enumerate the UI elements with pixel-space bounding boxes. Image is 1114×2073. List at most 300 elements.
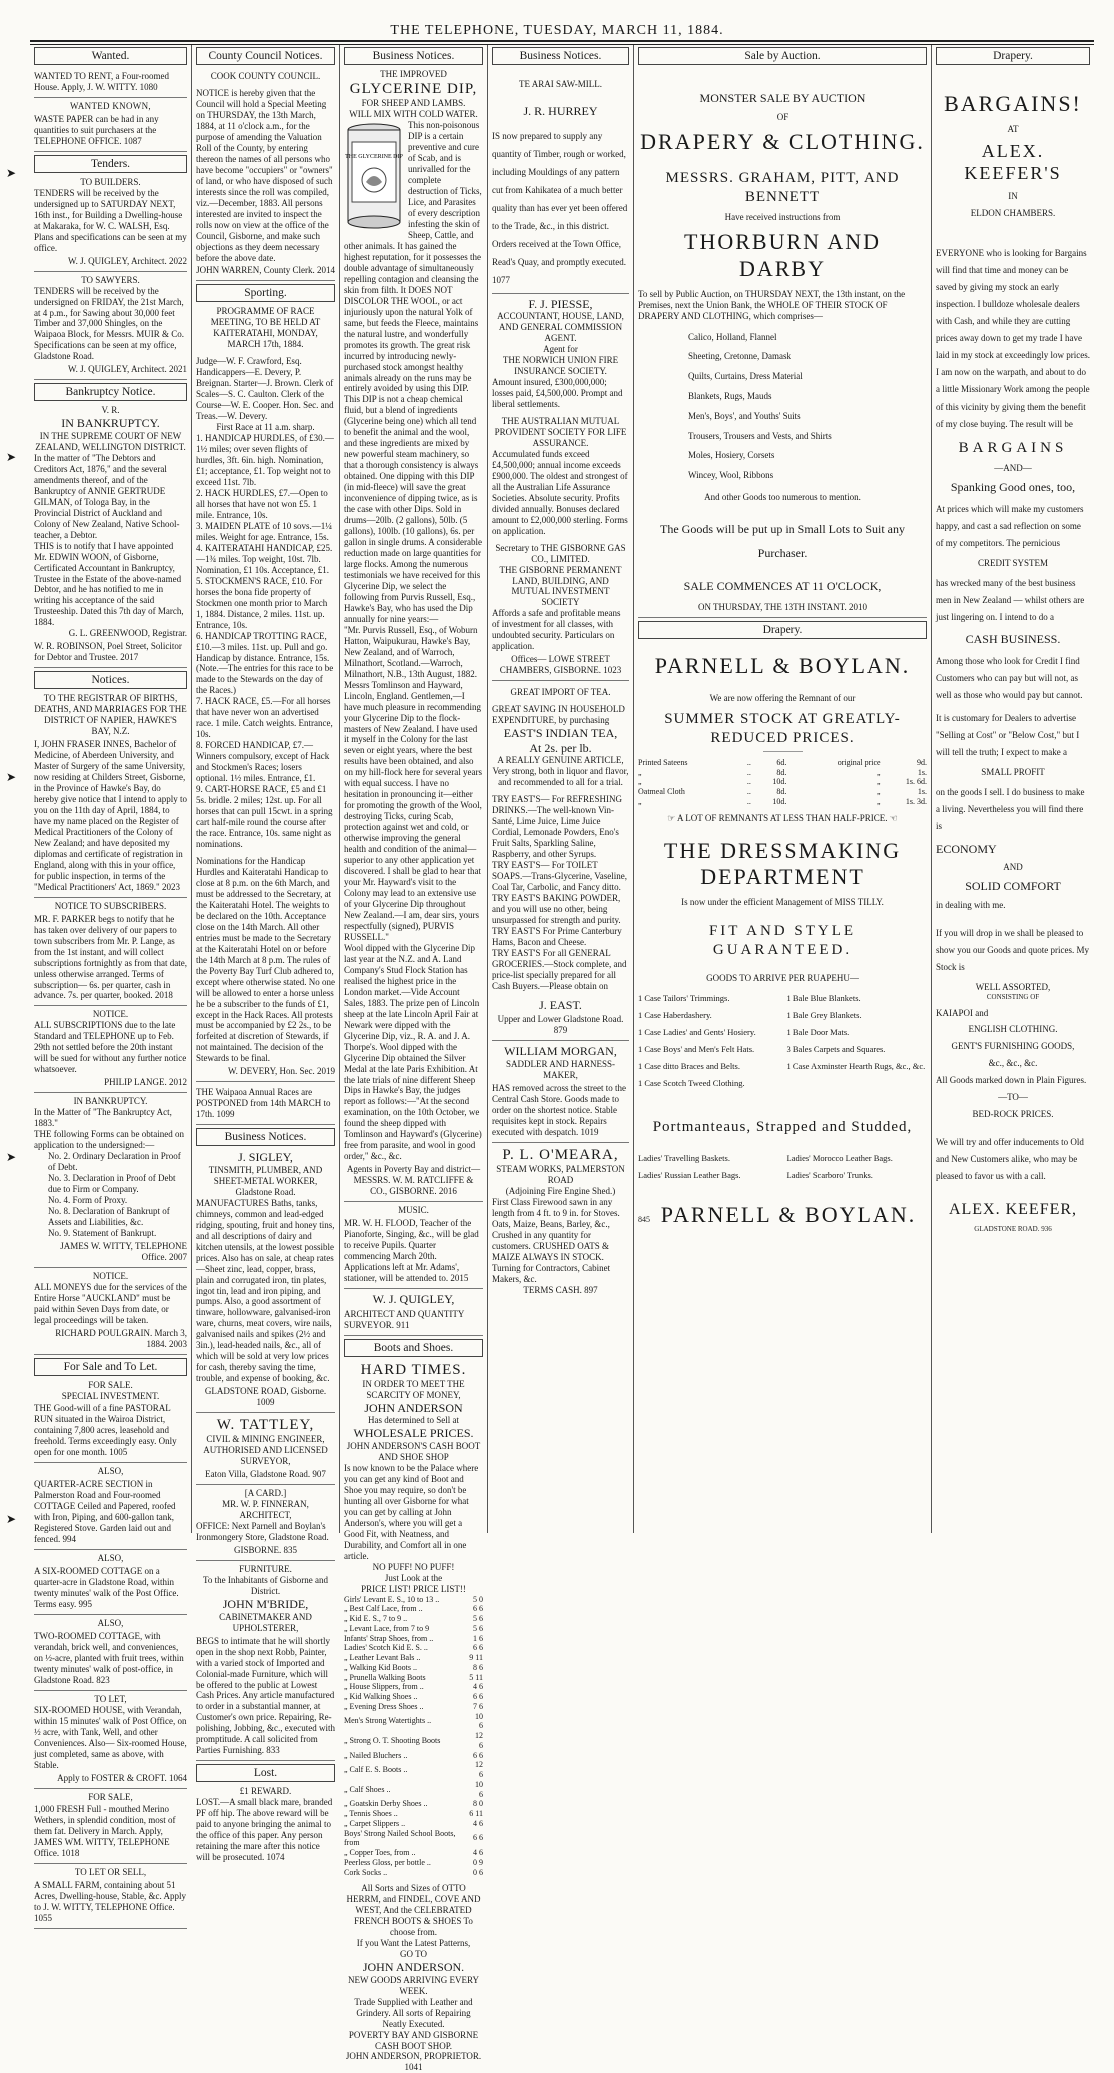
ad-six-room-house: SIX-ROOMED HOUSE, with Verandah, within 15 minutes' walk of Post Office, on ½ acre, with Tank, Well, and other Conveniences. Also— Six-roomed House, just completed, same as above, with Stable. bbox=[34, 1704, 187, 1770]
price-value: 4 6 bbox=[473, 1682, 483, 1692]
price-item: „ Prunella Walking Boots bbox=[344, 1672, 426, 1682]
sigley-address: Gladstone Road. bbox=[235, 1186, 296, 1197]
price-item: „ House Slippers, from .. bbox=[344, 1682, 424, 1692]
notice-title: NOTICE. bbox=[92, 1009, 129, 1020]
form-item: No. 8. Declaration of Bankrupt of Assets and Liabilities, &c. bbox=[48, 1205, 170, 1227]
column-6 bbox=[932, 45, 1094, 1533]
parnell-boylan: PARNELL & BOYLAN. bbox=[654, 652, 911, 678]
also-title: ALSO, bbox=[97, 1617, 124, 1628]
margin-arrow-icon: ➤ bbox=[6, 1512, 17, 1526]
drapery-clothing: DRAPERY & CLOTHING. bbox=[640, 128, 925, 154]
price-value: 4 6 bbox=[473, 1818, 483, 1828]
ad-wanted-rent: WANTED TO RENT, a Four-roomed House. Apply, J. W. WITTY. 1080 bbox=[34, 69, 187, 98]
amp-title: THE AUSTRALIAN MUTUAL PROVIDENT SOCIETY FOR LIFE ASSURANCE. bbox=[494, 415, 627, 448]
drapery-price-cell: „ bbox=[877, 767, 881, 777]
cold-water: WILL MIX WITH COLD WATER. bbox=[349, 109, 478, 120]
shop-body: Is now known to be the Palace where you can get any kind of Boot and Shoe you may require, so don't be hunting all over Gisborne for what you can get by calling at John Anderson's, where you will get a Good Fit, with Neatness, and Durability, and Comfort all in one article. bbox=[344, 1462, 479, 1561]
margin-arrow-icon: ➤ bbox=[6, 166, 17, 180]
ad-two-room-cottage: TWO-ROOMED COTTAGE, with verandah, brick well, and conveniences, on ½-acre, planted with fruit trees, within twenty minutes' walk of post-office, in Gladstone Road. 823 bbox=[34, 1629, 187, 1691]
section-header-auction: Sale by Auction. bbox=[638, 47, 927, 65]
tea-price: At 2s. per lb. bbox=[529, 740, 592, 755]
goods-right bbox=[787, 990, 928, 1092]
price-item: „ Copper Toes, from .. bbox=[344, 1848, 416, 1858]
price-row bbox=[344, 1780, 483, 1800]
drapery-price-cell: .. bbox=[746, 757, 751, 767]
quigley-trade: ARCHITECT AND QUANTITY SURVEYOR. 911 bbox=[344, 1307, 483, 1336]
anderson-name: JOHN ANDERSON bbox=[364, 1400, 463, 1415]
drapery-price-table bbox=[638, 758, 927, 807]
forms-intro: THE following Forms can be obtained on application to the undersigned:— bbox=[34, 1129, 184, 1151]
bags-right bbox=[787, 1150, 928, 1184]
column-5 bbox=[634, 45, 932, 1533]
sigley-body: MANUFACTURES Baths, tanks, chimneys, common and lead-edged ridging, spouting, fruit and honey tins, and all descriptions of dairy and kitchen utensils, at the lowest possible prices. Also has on sale, at cheap rates—Sheet zinc, lead, copper, brass, plain and corrugated iron, tin plates, ingot tin, lead and iron piping, and pumps. Also, a good assortment of tinware, hollowware, galvanised-iron ware, churns, meat covers, wire nails, galvanised nails and spikes (2½ and 3in.), lead-headed nails, &c., all of which will be sold at very low prices for cash, thereby saving the time, trouble, and expense of booking, &c. bbox=[196, 1197, 335, 1384]
price-row bbox=[344, 1868, 483, 1878]
dealing: in dealing with me. bbox=[936, 899, 1006, 910]
price-item: „ Calf E. S. Boots .. bbox=[344, 1765, 408, 1775]
court-title: IN THE SUPREME COURT OF NEW ZEALAND, WELLINGTON DISTRICT. bbox=[35, 430, 186, 452]
secretary: Secretary to THE GISBORNE GAS CO., LIMITED. bbox=[495, 542, 626, 564]
omeara-sub: (Adjoining Fire Engine Shed.) bbox=[505, 1185, 616, 1196]
price-value: 5 6 bbox=[473, 1623, 483, 1633]
bargains-2: BARGAINS bbox=[958, 439, 1068, 456]
ad-merino: 1,000 FRESH Full - mouthed Merino Wethers, in splendid condition, most of them fat. Delivery in March. Apply, JAMES WM. WITTY, TELEPHONE Office. 1018 bbox=[34, 1802, 187, 1864]
try-baking: TRY EAST'S BAKING POWDER, and you will use no other, being unsurpassed for strength and purity. bbox=[492, 893, 621, 925]
cash-business: CASH BUSINESS. bbox=[965, 632, 1061, 647]
price-value: 5 6 bbox=[473, 1614, 483, 1624]
summer-stock: SUMMER STOCK AT GREATLY-REDUCED PRICES. bbox=[664, 711, 901, 746]
tender-sawyers-sign: W. J. QUIGLEY, Architect. 2021 bbox=[34, 362, 187, 380]
drapery-price-cell: 10d. bbox=[772, 796, 787, 806]
to-label: —TO— bbox=[998, 1092, 1028, 1103]
and-2: AND bbox=[1003, 862, 1023, 873]
scarcity: IN ORDER TO MEET THE SCARCITY OF MONEY, bbox=[362, 1378, 465, 1400]
price-row bbox=[344, 1799, 483, 1809]
race-item: 2. HACK HURDLES, £7.—Open to all horses that have not won £5. 1 mile. Entrance, 10s. bbox=[196, 487, 328, 520]
special-title: SPECIAL INVESTMENT. bbox=[61, 1390, 160, 1401]
bag-item: Ladies' Travelling Baskets. bbox=[638, 1153, 730, 1164]
credit-system: CREDIT SYSTEM bbox=[977, 557, 1049, 568]
instructions: Have received instructions from bbox=[724, 212, 841, 223]
auction-item: Moles, Hosiery, Corsets bbox=[688, 450, 775, 461]
drapery-price-cell: 6d. bbox=[776, 757, 787, 767]
notice-lange-sign: PHILIP LANGE. 2012 bbox=[34, 1075, 187, 1093]
mbride-body: BEGS to intimate that he will shortly open in the shop next Robb, Painter, with a varied stock of Imported and Colonial-made Furniture, which will be offered to the public at Lowest Cash Prices. Any article manufactured to order in a substantial manner, at Customer's own price. Repairing, Re-polishing, Jobbing, &c., executed with promptitude. A call solicited from Parties Furnishing. 833 bbox=[196, 1634, 335, 1762]
drapery-price-cell: „ bbox=[877, 787, 881, 797]
and-label: —AND— bbox=[994, 462, 1032, 473]
forms-sign: JAMES W. WITTY, TELEPHONE Office. 2007 bbox=[34, 1239, 187, 1268]
council-sign: JOHN WARREN, County Clerk. 2014 bbox=[196, 263, 335, 281]
east-tea: EAST'S INDIAN TEA, bbox=[503, 726, 618, 741]
price-item: „ Strong O. T. Shooting Boots bbox=[344, 1735, 441, 1745]
drapery-price-row bbox=[638, 777, 927, 787]
section-header-sporting: Sporting. bbox=[196, 284, 335, 302]
column-1 bbox=[30, 45, 192, 1924]
bag-item: Ladies' Morocco Leather Bags. bbox=[786, 1153, 893, 1164]
drapery-price-cell: 9d. bbox=[917, 757, 927, 767]
first-race: First Race at 11 a.m. sharp. bbox=[216, 422, 315, 433]
plain-figures: All Goods marked down in Plain Figures. bbox=[936, 1075, 1087, 1086]
goods-item: 1 Case Tailors' Trimmings. bbox=[638, 992, 730, 1003]
drapery-price-cell: „ bbox=[877, 777, 881, 787]
anderson-sub: Has determined to Sell at bbox=[368, 1415, 459, 1426]
drapery-price-cell: 1s. 3d. bbox=[905, 796, 927, 806]
omeara-name: P. L. O'MEARA, bbox=[502, 1146, 619, 1163]
price-value: 12 6 bbox=[475, 1731, 483, 1750]
mbride-trade: CABINETMAKER AND UPHOLSTERER, bbox=[219, 1611, 312, 1633]
lost-notice: LOST.—A small black mare, branded PF off hip. The above reward will be paid to anyone bringing the animal to the office of this paper. Any person retaining the mare after this notice will be prosecuted. 1074 bbox=[196, 1797, 333, 1863]
wanted-known-title: WANTED KNOWN, bbox=[70, 100, 151, 111]
drapery-price-cell: original price bbox=[837, 757, 881, 767]
try-soaps: TRY EAST'S— For TOILET SOAPS.—Trans-Glycerine, Vaseline, Coal Tar, Carbolic, and Fancy ditto. bbox=[492, 860, 627, 893]
keefer-name: ALEX. KEEFER'S bbox=[964, 140, 1062, 183]
solid-comfort: SOLID COMFORT bbox=[965, 879, 1061, 894]
to-let-sell-title: TO LET OR SELL, bbox=[74, 1867, 147, 1878]
sawmill-title: TE ARAI SAW-MILL. bbox=[518, 79, 603, 90]
price-value: 7 6 bbox=[473, 1701, 483, 1711]
fit-style: FIT AND STYLE GUARANTEED. bbox=[708, 923, 857, 958]
section-header-for-sale: For Sale and To Let. bbox=[34, 1358, 187, 1376]
also-title: ALSO, bbox=[97, 1553, 124, 1564]
monster-sale: MONSTER SALE BY AUCTION bbox=[699, 91, 866, 106]
section-header-tenders: Tenders. bbox=[34, 155, 187, 173]
price-row bbox=[344, 1643, 483, 1653]
price-row bbox=[344, 1682, 483, 1692]
piesse-trade: ACCOUNTANT, HOUSE, LAND, AND GENERAL COMMISSION AGENT. bbox=[497, 311, 624, 344]
to-let-title: TO LET, bbox=[94, 1693, 127, 1704]
morgan-body: HAS removed across the street to the Central Cash Store. Goods made to order on the shortest notice. Stable requisites kept in stock. Repairs executed with despatch. 1019 bbox=[492, 1081, 629, 1143]
column-4 bbox=[488, 45, 634, 1533]
boot-price-table bbox=[344, 1595, 483, 1878]
price-item: „ Goatskin Derby Shoes .. bbox=[344, 1799, 428, 1809]
everyone-para: EVERYONE who is looking for Bargains will find that time and money can be saved by giving my stock an early inspection. I bulldoze wholesale dealers with Cash, and while they are cutting prices away down to get my trade I have laid in my stock at exceedingly low prices. I am now on the warpath, and about to do a little Missionary Work among the people of this vicinity by giving them the benefit of my close buying. The result will be bbox=[936, 247, 1090, 429]
form-item: No. 2. Ordinary Declaration in Proof of Debt. bbox=[48, 1151, 181, 1173]
glycerine-title: GLYCERINE DIP, bbox=[349, 80, 478, 97]
tattley-address: Eaton Villa, Gladstone Road. 907 bbox=[196, 1467, 335, 1485]
registrar-title: TO THE REGISTRAR OF BIRTHS, DEATHS, AND MARRIAGES FOR THE DISTRICT OF NAPIER, HAWKE'S BAY, N.Z. bbox=[34, 693, 187, 737]
section-header-business: Business Notices. bbox=[344, 47, 483, 65]
gladstone-road: GLADSTONE ROAD. 936 bbox=[974, 1225, 1052, 1234]
wholesale: WHOLESALE PRICES. bbox=[353, 1426, 474, 1441]
price-value: 5 11 bbox=[469, 1672, 483, 1682]
agent-for: Agent for bbox=[543, 344, 578, 355]
price-item: Men's Strong Watertights .. bbox=[344, 1716, 432, 1726]
auction-item: Wincey, Wool, Ribbons bbox=[688, 470, 774, 481]
drapery-price-cell: 1s. bbox=[917, 767, 927, 777]
drapery-price-cell: 8d. bbox=[776, 767, 787, 777]
morgan-name: WILLIAM MORGAN, bbox=[504, 1044, 617, 1059]
price-value: 1 6 bbox=[473, 1633, 483, 1643]
price-value: 4 6 bbox=[473, 1848, 483, 1858]
auction-body: To sell by Public Auction, on THURSDAY NEXT, the 13th instant, on the Premises, next the Union Bank, the WHOLE OF THEIR STOCK OF DRAPERY AND CLOTHING, which comprises— bbox=[638, 288, 906, 321]
norwich-title: THE NORWICH UNION FIRE INSURANCE SOCIETY. bbox=[502, 355, 619, 377]
drapery-price-row bbox=[638, 768, 927, 778]
goods-item: 1 Case Axminster Hearth Rugs, &c., &c. bbox=[786, 1060, 926, 1071]
price-row bbox=[344, 1848, 483, 1858]
price-row bbox=[344, 1751, 483, 1761]
price-row bbox=[344, 1604, 483, 1614]
morgan-trade: SADDLER AND HARNESS-MAKER, bbox=[505, 1058, 615, 1080]
price-row bbox=[344, 1809, 483, 1819]
price-value: 6 6 bbox=[473, 1833, 483, 1843]
waipaoa-races: THE Waipaoa Annual Races are POSTPONED from 14th MARCH to 17th. 1099 bbox=[196, 1085, 335, 1125]
bags-left bbox=[638, 1150, 779, 1184]
finneran-office: OFFICE: Next Parnell and Boylan's Ironmongery Store, Gladstone Road. bbox=[196, 1521, 329, 1543]
go-to: GO TO bbox=[400, 1949, 427, 1960]
goods-sell-para: on the goods I sell. I do business to make a living. Nevertheless you will find there is bbox=[936, 787, 1085, 832]
section-header-drapery: Drapery. bbox=[638, 621, 927, 639]
tattley-name: W. TATTLEY, bbox=[216, 1417, 315, 1434]
price-row bbox=[344, 1819, 483, 1829]
goods-item: 1 Bale Grey Blankets. bbox=[786, 1009, 862, 1020]
drapery-price-cell: 10d. bbox=[772, 777, 787, 787]
remnants: ☞ A LOT OF REMNANTS AT LESS THAN HALF-PRICE. ☜ bbox=[667, 812, 898, 823]
furniture-title: FURNITURE. bbox=[239, 1564, 292, 1575]
drapery-price-cell: 1s. bbox=[917, 787, 927, 797]
sigley-name: J. SIGLEY, bbox=[238, 1150, 293, 1165]
price-value: 10 6 bbox=[475, 1779, 483, 1799]
bed-rock: BED-ROCK PRICES. bbox=[972, 1109, 1054, 1120]
spanking: Spanking Good ones, too, bbox=[950, 479, 1076, 494]
well-assorted: WELL ASSORTED, bbox=[975, 982, 1051, 993]
dip-body: This non-poisonous DIP is a certain preventive and cure of Scab, and is unrivalled for the complete destruction of Ticks, Lice, and Parasites of every description infesting the skin of Sheep, Cattle, and other animals. It has gained the highest reputation, for it possesses the double advantage of simultaneously repelling contagion and cleansing the skin from filth. It DOES NOT DISCOLOR THE WOOL, or act injuriously upon the natural Yolk of same, but feeds the Fleece, maintains the natural lustre, and wonderfully promotes its growth. The great risk incurred by introducing newly-purchased stock amongst healthy animals already on the runs may be entirely avoided by using this DIP. This DIP is not a cheap chemical fluid, but a blend of ingredients (Glycerine being one) which all tend to benefit the animal and the wool, and these ingredients are mixed by new powerful steam machinery, so that a thorough consistency is always obtained. One dipping with this DIP (in mid-fleece) will save the great inconvenience of dipping twice, as is the case with other Dips. Sold in drums—20lb. (2 gallons), 50lb. (5 gallons), 100lb. (10 gallons), 6s. per gallon in single drums. A considerable reduction made on large quantities for large flocks. Among the numerous testimonials we have received for this Glycerine Dip, we select the following from Purvis Russell, Esq., Hawke's Bay, who has used the Dip annually for nine years:— bbox=[344, 120, 482, 624]
bags-list bbox=[638, 1150, 927, 1184]
drapery-price-cell: .. bbox=[746, 787, 751, 797]
english-clothing: ENGLISH CLOTHING. bbox=[968, 1024, 1058, 1035]
council-notice: NOTICE is hereby given that the Council will hold a Special Meeting on THURSDAY, the 13th March, 1884, at 11 o'clock a.m., for the purpose of amending the Valuation Roll of the County, by entering thereon the names of all persons who have become "occupiers" or "owners" of land, or who have disposed of such interests since the roll was compiled, viz.—December, 1883. All persons interested are invited to inspect the rolls now on view at the office of the Council, Gisborne, and make such objections as they deem necessary before the above date. bbox=[196, 87, 333, 263]
kaiapoi: KAIAPOI and bbox=[936, 1007, 989, 1018]
in-bankruptcy-2-title: IN BANKRUPTCY. bbox=[73, 1096, 148, 1107]
price-value: 0 6 bbox=[473, 1867, 483, 1877]
goods-item: 1 Case Haberdashery. bbox=[638, 1009, 712, 1020]
drapery-price-cell: „ bbox=[638, 796, 642, 806]
remnant-intro: We are now offering the Remnant of our bbox=[709, 693, 856, 704]
card-label: [A CARD.] bbox=[244, 1488, 287, 1499]
auction-item: Blankets, Rugs, Mauds bbox=[688, 390, 772, 401]
form-item: No. 4. Form of Proxy. bbox=[48, 1194, 128, 1205]
price-item: „ Evening Dress Shoes .. bbox=[344, 1701, 424, 1711]
notice-2-title: NOTICE. bbox=[92, 1270, 129, 1281]
try-drinks: TRY EAST'S— For REFRESHING DRINKS.—The well-known Vin-Santé, Lime Juice, Lime Juice Cordial, Lemonade Powders, Eno's Fruit Salts, Sparkling Saline, Raspberry, and other Syrups. bbox=[492, 794, 623, 860]
shop-footer: POVERTY BAY AND GISBORNE CASH BOOT SHOP. bbox=[348, 2029, 479, 2051]
building-society: THE GISBORNE PERMANENT LAND, BUILDING, AND MUTUAL INVESTMENT SOCIETY bbox=[499, 564, 622, 608]
price-row bbox=[344, 1653, 483, 1663]
jeast-address: Upper and Lower Gladstone Road. 879 bbox=[492, 1012, 629, 1041]
latest: If you Want the Latest Patterns, bbox=[356, 1938, 471, 1949]
offices: Offices— LOWE STREET CHAMBERS, GISBORNE. 1023 bbox=[492, 652, 629, 681]
tea-saving: GREAT SAVING IN HOUSEHOLD EXPENDITURE, by purchasing bbox=[492, 704, 625, 726]
price-list-title: PRICE LIST! PRICE LIST!! bbox=[361, 1583, 466, 1594]
goods-item: 1 Case Boys' and Men's Felt Hats. bbox=[638, 1043, 755, 1054]
bankruptcy-act: In the Matter of "The Bankruptcy Act, 1883." bbox=[34, 1107, 172, 1129]
auction-item: Sheeting, Cretonne, Damask bbox=[688, 351, 791, 362]
omeara-trade: STEAM WORKS, PALMERSTON ROAD bbox=[496, 1164, 625, 1185]
sigley-trade: TINSMITH, PLUMBER, AND SHEET-METAL WORKER, bbox=[208, 1164, 323, 1186]
new-goods: NEW GOODS ARRIVING EVERY WEEK. bbox=[347, 1974, 480, 1996]
goods-arrive: GOODS TO ARRIVE PER RUAPEHU— bbox=[706, 972, 859, 983]
wrecked-para: has wrecked many of the best business men in New Zealand — whilst others are just lingering on. I intend to do a bbox=[936, 577, 1085, 623]
price-row bbox=[344, 1692, 483, 1702]
price-value: 12 6 bbox=[475, 1760, 483, 1780]
section-header-business: Business Notices. bbox=[492, 47, 629, 65]
shop-name: JOHN ANDERSON'S CASH BOOT AND SHOE SHOP bbox=[346, 1440, 481, 1462]
finneran-town: GISBORNE. 835 bbox=[196, 1543, 335, 1561]
to-sawyers-title: TO SAWYERS. bbox=[81, 274, 140, 285]
in-label: IN bbox=[1008, 190, 1018, 201]
ad-six-room-cottage: A SIX-ROOMED COTTAGE on a quarter-acre in Gladstone Road, within twenty minutes' walk of the Post Office. Terms easy. 995 bbox=[34, 1564, 187, 1615]
eldon-chambers: ELDON CHAMBERS. bbox=[970, 207, 1056, 218]
portmanteaus: Portmanteaus, Strapped and Studded, bbox=[652, 1118, 913, 1135]
column-3 bbox=[340, 45, 488, 2073]
notice-moneys: ALL MONEYS due for the services of the Entire Horse "AUCKLAND" must be paid within Seven Days from date, or legal proceedings will be taken. bbox=[34, 1281, 187, 1325]
price-row bbox=[344, 1663, 483, 1673]
jeast-name: J. EAST. bbox=[539, 997, 582, 1012]
customary-para: It is customary for Dealers to advertise "Selling at Cost" or "Below Cost," but I will tell the truth; I expect to make a bbox=[936, 713, 1080, 758]
section-header-council: County Council Notices. bbox=[196, 47, 335, 65]
music-title: MUSIC. bbox=[398, 1205, 429, 1216]
omeara-body: First Class Firewood sawn in any length from 4 ft. to 9 in. for Stoves. Oats, Maize, Beans, Barley, &c., Crushed in any quantity for customers. CRUSHED OATS & MAIZE ALWAYS IN STOCK. Turning for Contractors, Cabinet Makers, &c. bbox=[492, 1196, 620, 1284]
price-row bbox=[344, 1731, 483, 1751]
goods-list bbox=[638, 990, 927, 1092]
section-header-lost: Lost. bbox=[196, 1764, 335, 1782]
sigley-sign: GLADSTONE ROAD, Gisborne. 1009 bbox=[196, 1384, 335, 1413]
price-row bbox=[344, 1614, 483, 1624]
ad-waste-paper: WASTE PAPER can be had in any quantities to suit purchasers at the TELEPHONE OFFICE. 1087 bbox=[34, 112, 187, 152]
try-groceries: TRY EAST'S For all GENERAL GROCERIES.—Stock complete, and price-list specially prepared for all Cash Buyers.—Please obtain on bbox=[492, 947, 627, 991]
goods-item: 1 Bale Blue Blankets. bbox=[786, 992, 861, 1003]
dip-testimonial: "Mr. Purvis Russell, Esq., of Woburn Hatton, Waipukurau, Hawke's Bay, New Zealand, and of Warroch, Milnathort, Scotland.—Warroch, Milnathort, N.B., 13th August, 1882. Messrs Tomlinson and Hayward, Lincoln, England. Gentlemen,—I have much pleasure in recommending your Glycerine Dip to the flock-masters of New Zealand. I have used it myself in the Colony for the last seven or eight years, where the best results have been obtained, and also on my hill-flock here for several years with equal success. I have no hesitation in pronouncing it—either for promoting the growth of the Wool, destroying Ticks, curing Scab, protection against wet and cold, or otherwise improving the general health and condition of the animal—superior to any other application yet discovered. I shall be glad to hear that your Mr. Hayward's visit to the Colony may lead to an extensive use of your Glycerine Dip throughout New Zealand.—I am, dear sirs, yours respectfully (signed), PURVIS RUSSELL." bbox=[344, 624, 482, 942]
try-hams: TRY EAST'S For Prime Canterbury Hams, Bacon and Cheese. bbox=[492, 925, 622, 947]
dip-tin-illustration bbox=[344, 120, 404, 230]
price-value: 8 6 bbox=[473, 1662, 483, 1672]
thorburn-darby: THORBURN AND DARBY bbox=[684, 229, 881, 281]
solicitor: W. R. ROBINSON, Poel Street, Solicitor for Debtor and Trustee. 2017 bbox=[34, 639, 187, 668]
race-item: 3. MAIDEN PLATE of 10 sovs.—1¼ miles. Weight for age. Entrance, 15s. bbox=[196, 520, 332, 542]
sorts: All Sorts and Sizes of OTTO HERRM, and FINDEL, COVE AND WEST, And the CELEBRATED FRENCH BOOTS & SHOES To choose from. bbox=[346, 1883, 481, 1938]
genuine-body: Very strong, both in liquor and flavor, and recommended to all for a trial. bbox=[492, 766, 629, 788]
messrs: MESSRS. GRAHAM, PITT, AND BENNETT bbox=[665, 170, 900, 205]
no-puff: NO PUFF! NO PUFF! bbox=[372, 1561, 455, 1572]
goods-item: 1 Case Scotch Tweed Clothing. bbox=[638, 1077, 745, 1088]
masthead: THE TELEPHONE, TUESDAY, MARCH 11, 1884. bbox=[390, 23, 724, 38]
mbride-name: JOHN M'BRIDE, bbox=[222, 1597, 309, 1612]
price-row bbox=[344, 1595, 483, 1605]
price-item: „ Calf Shoes .. bbox=[344, 1784, 391, 1794]
price-value: 9 11 bbox=[469, 1653, 483, 1663]
price-item: „ Levant Lace, from 7 to 9 bbox=[344, 1623, 430, 1633]
price-item: „ Carpet Slippers .. bbox=[344, 1818, 406, 1828]
drapery-price-cell: 8d. bbox=[776, 787, 787, 797]
building-body: Affords a safe and profitable means of investment for all classes, with undoubted security. Particulars on application. bbox=[492, 608, 621, 652]
price-row bbox=[344, 1829, 483, 1849]
for-sale-2-title: FOR SALE, bbox=[88, 1791, 133, 1802]
tender-builders: TENDERS will be received by the undersigned up to SATURDAY NEXT, 16th inst., for Building a Dwelling-house at Makaraka, for W. C. WALSH, Esq. Plans and specifications can be seen at my office. bbox=[34, 187, 187, 253]
quigley-name: W. J. QUIGLEY, bbox=[372, 1291, 455, 1306]
auction-items bbox=[688, 328, 927, 486]
at-label: AT bbox=[1007, 123, 1019, 134]
in-bankruptcy-title: IN BANKRUPTCY. bbox=[61, 416, 160, 431]
race-item: 6. HANDICAP TROTTING RACE, £10.—3 miles. 11st. up. Pull and go. Handicap by distance. Entrance, 15s. (Note.—The entries for this race to be made to the Stewards on the day of the Races.) bbox=[196, 630, 334, 696]
dip-more: Wool dipped with the Glycerine Dip last year at the N.Z. and A. Land Company's Stud Flock Station has realised the highest price in the London market.—Vide Account Sales, 1883. The prize pen of Lincoln sheep at the late Lincoln April Fair at Newark were dipped with the Glycerine Dip, viz., R. A. and J. A. Thorpe's. Wool dipped with the Glycerine Dip obtained the Silver Medal at the late Paris Exhibition. At the late trials of nine different Sheep Dips in Hawke's Bay, the judges report as follows:—"At the second examination, on the 10th October, we found the sheep dipped with Tomlinson and Hayward's (Glycerine) free from parasite, and wool in good order," &c., &c. bbox=[344, 942, 482, 1162]
notice-subscribers: MR. F. PARKER begs to notify that he has taken over delivery of our papers to town subscribers from Mr. P. Lange, as from the 1st instant, and will collect subscriptions fortnightly as from that date, unless otherwise arranged. Terms of subscription— 6s. per quarter, cash in advance. 7s. per quarter, booked. 2018 bbox=[34, 912, 187, 1007]
registrar-sign: G. L. GREENWOOD, Registrar. bbox=[68, 628, 187, 639]
race-item: 4. KAITERATAHI HANDICAP, £25.—1¾ miles. Top weight, 10st. 7lb. Nomination, £1 10s. Acceptance, £1. bbox=[196, 542, 333, 575]
for-sheep: FOR SHEEP AND LAMBS. bbox=[361, 98, 466, 109]
margin-arrow-icon: ➤ bbox=[6, 770, 17, 784]
price-value: 5 0 bbox=[473, 1594, 483, 1604]
price-value: 6 6 bbox=[473, 1643, 483, 1653]
price-row bbox=[344, 1760, 483, 1780]
race-notes: Nominations for the Handicap Hurdles and Kaiteratahi Handicap to close at 8 p.m. on the 6th March, and must be addressed to the Secretary, at the Kaiteratahi Hotel. The weights to be declared on the 10th. Acceptance close on the 14th March. All other entries must be made to the Secretary at the Kaiteratahi Hotel on or before the 14th March at 8 p.m. The rules of the Poverty Bay Turf Club adhered to, except where otherwise stated. No one will be allowed to enter a horse unless he be a subscriber to the funds of £1, except in the Hack Races. All protests must be accompanied by £2 2s., to be forfeited at discretion of Stewards, if not maintained. The decision of the Stewards to be final. bbox=[196, 855, 335, 1064]
column-2 bbox=[192, 45, 340, 1863]
drop-in-para: If you will drop in we shall be pleased to show you our Goods and quote prices. My Stock is bbox=[936, 927, 1089, 972]
price-item: Infants' Strap Shoes, from .. bbox=[344, 1633, 434, 1643]
notice-moneys-sign: RICHARD POULGRAIN. March 3, 1884. 2003 bbox=[34, 1326, 187, 1355]
commences-date: ON THURSDAY, THE 13TH INSTANT. 2010 bbox=[638, 600, 927, 618]
gents-goods: GENT'S FURNISHING GOODS, bbox=[951, 1041, 1075, 1052]
price-row bbox=[344, 1634, 483, 1644]
norwich-body: Amount insured, £300,000,000; losses paid, £4,500,000. Prompt and liberal settlements. bbox=[492, 377, 623, 409]
hard-times: HARD TIMES. bbox=[360, 1361, 467, 1378]
keefer-name-2: ALEX. KEEFER, bbox=[948, 1200, 1078, 1218]
drapery-price-cell: Oatmeal Cloth bbox=[638, 787, 685, 797]
drapery-price-cell: Printed Sateens bbox=[638, 757, 688, 767]
improved-label: THE IMPROVED bbox=[380, 69, 447, 80]
drapery-price-cell: .. bbox=[746, 777, 751, 787]
reward-title: £1 REWARD. bbox=[239, 1786, 292, 1797]
race-item: 5. STOCKMEN'S RACE, £10. For horses the bona fide property of Stockmen one month prior to March 1, 1884. Distance, 2 miles. 11st. up. Entrance, 10s. bbox=[196, 575, 328, 630]
goods-item: 1 Case ditto Braces and Belts. bbox=[638, 1060, 740, 1071]
price-row bbox=[344, 1624, 483, 1634]
bankruptcy-matter: In the matter of "The Debtors and Creditors Act, 1876," and the several amendments thereof, and of the Bankruptcy of ANNIE GERTRUDE GILMAN, of Tologa Bay, in the Provincial District of Auckland and Colony of New Zealand, Native School-teacher, a Debtor. bbox=[34, 452, 180, 540]
race-item: 9. CART-HORSE RACE, £5 and £1 5s. bridle. 2 miles; 12st. up. For all horses that can pull 15cwt. in a spring cart half-mile round the course after the race. Entrance, 10s. same night as nominations. bbox=[196, 784, 333, 849]
price-item: „ Best Calf Lace, from .. bbox=[344, 1604, 423, 1614]
goods-item: 1 Case Ladies' and Gents' Hosiery. bbox=[638, 1026, 756, 1037]
also-title: ALSO, bbox=[97, 1466, 124, 1477]
drapery-price-cell: „ bbox=[877, 796, 881, 806]
tattley-sub: AUTHORISED AND LICENSED SURVEYOR, bbox=[203, 1445, 328, 1467]
council-title: COOK COUNTY COUNCIL. bbox=[210, 71, 321, 82]
price-item: „ Kid E. S., 7 to 9 .. bbox=[344, 1614, 408, 1624]
hurrey-body: IS now prepared to supply any quantity of Timber, rough or worked, including Mouldings of any pattern cut from Kahikatea of a much better quality than has ever yet been offered to the Trade, &c., in this district. Orders received at the Town Office, Read's Quay, and promptly executed. 1077 bbox=[492, 125, 629, 294]
goods-item: 3 Bales Carpets and Squares. bbox=[786, 1043, 886, 1054]
section-header-bankruptcy: Bankruptcy Notice. bbox=[34, 383, 187, 401]
trade-supplied: Trade Supplied with Leather and Grindery. All sorts of Repairing Neatly Executed. bbox=[354, 1996, 473, 2029]
price-value: 6 6 bbox=[473, 1750, 483, 1760]
price-item: Boys' Strong Nailed School Boots, from bbox=[344, 1828, 456, 1848]
section-header-drapery: Drapery. bbox=[936, 47, 1090, 65]
goods-left bbox=[638, 990, 779, 1092]
ad-pastoral-run: THE Good-will of a fine PASTORAL RUN situated in the Wairoa District, containing 7,800 acres, leasehold and freehold. Terms exceedingly easy. Only open for one month. 1005 bbox=[34, 1401, 187, 1463]
credit-para: Among those who look for Credit I find Customers who can pay but will not, as well as those who would pay but cannot. bbox=[936, 655, 1083, 700]
form-item: No. 3. Declaration in Proof of Debt due to Firm or Company. bbox=[48, 1173, 176, 1194]
drapery-price-row bbox=[638, 787, 927, 797]
tea-title: GREAT IMPORT OF TEA. bbox=[510, 687, 611, 698]
auction-item: Calico, Holland, Flannel bbox=[688, 331, 777, 342]
for-sale-title: FOR SALE. bbox=[88, 1379, 133, 1390]
price-value: 6 6 bbox=[473, 1604, 483, 1614]
piesse-name: F. J. PIESSE, bbox=[528, 296, 593, 311]
drapery-price-row bbox=[638, 758, 927, 768]
flood-notice: MR. W. H. FLOOD, Teacher of the Pianoforte, Singing, &c., will be glad to receive Pupils. Quarter commencing March 20th. Applications left at Mr. Adams', stationer, will be attended to. 2015 bbox=[344, 1216, 483, 1289]
section-header-notices: Notices. bbox=[34, 671, 187, 689]
notice-lange: ALL SUBSCRIPTIONS due to the late Standard and TELEPHONE up to Feb. 29th not settled before the 20th instant will be sued for without any further notice whatsoever. bbox=[34, 1020, 187, 1075]
auction-item: Quilts, Curtains, Dress Material bbox=[688, 371, 803, 382]
price-item: Girls' Levant E. S., 10 to 13 .. bbox=[344, 1594, 440, 1604]
proprietor: JOHN ANDERSON, PROPRIETOR. 1041 bbox=[345, 2051, 482, 2073]
price-value: 10 6 bbox=[475, 1711, 483, 1731]
ad-number: 845 bbox=[638, 1215, 650, 1225]
price-item: „ Kid Walking Shoes .. bbox=[344, 1692, 418, 1702]
